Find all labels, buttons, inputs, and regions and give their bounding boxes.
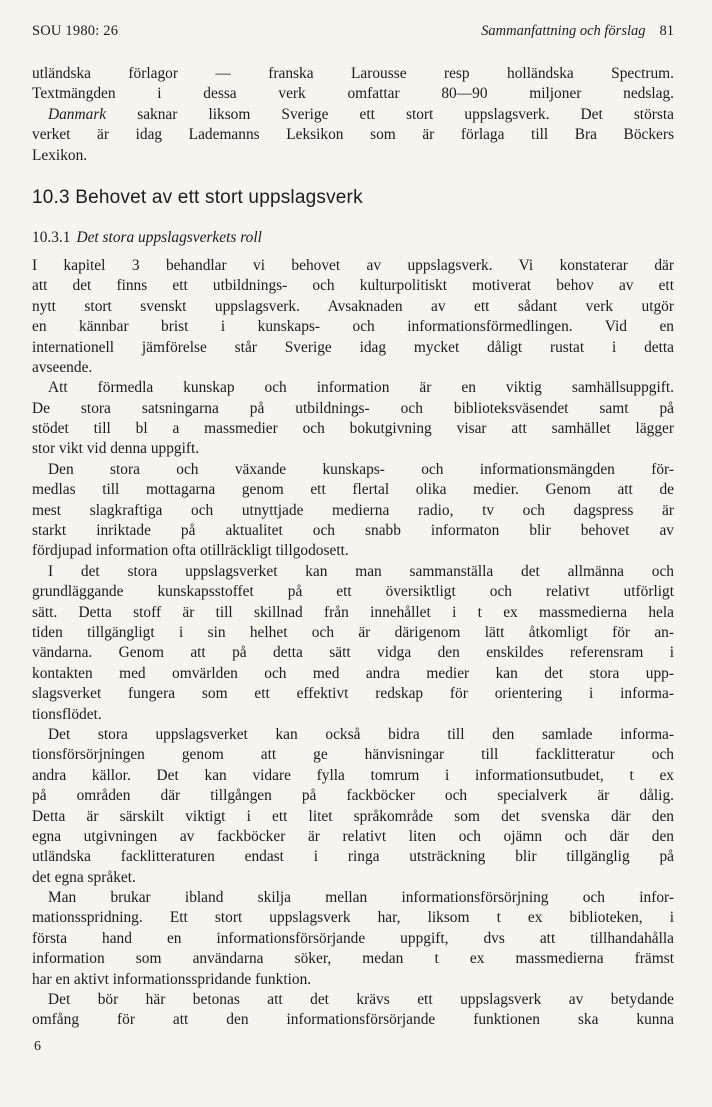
text-line: medlas till mottagarna genom ett flertal olika medier. Genom att de [32,481,674,499]
page-number: 81 [659,23,674,39]
text-line: avseende. [32,358,93,376]
text-line: slagsverket fungera som ett effektivt redskap för orientering i informa- [32,685,674,703]
text-line: I kapitel 3 behandlar vi behovet av uppslagsverk. Vi konstaterar där [32,256,674,274]
text-line: verket är idag Lademanns Leksikon som är förlaga till Bra Böckers [32,126,674,144]
text-line: på områden där tillgången på fackböcker och specialverk är dålig. [32,787,674,805]
text-line: det egna språket. [32,868,136,886]
paragraph-list [32,256,674,1031]
text-line: grundläggande kunskapsstoffet på ett översiktligt och relativt utförligt [32,583,674,601]
text-line: mationsspridning. Ett stort uppslagsverk har, liksom t ex biblioteken, i [32,909,674,927]
paragraph [32,888,674,990]
text-line: starkt inriktade på aktualitet och snabb informaton blir behovet av [32,522,674,540]
footer-folio: 6 [34,1039,41,1054]
text-line: tionsförsörjningen genom att ge hänvisningar till facklitteratur och [32,746,674,764]
text-line: De stora satsningarna på utbildnings- och biblioteksväsendet samt på [32,399,674,417]
text-line: egna utgivningen av fackböcker är relativt liten och ojämn och där den [32,827,674,845]
running-header [32,21,674,41]
text-line [32,105,674,125]
paragraph [32,256,674,378]
header-right [481,21,674,41]
text-line: information som användarna söker, medan t ex massmedierna främst [32,950,674,968]
text-line: Den stora och växande kunskaps- och informationsmängden för- [48,460,674,478]
report-reference: SOU 1980: 26 [32,23,119,39]
chapter-title: Sammanfattning och förslag [481,23,646,39]
text-line: första hand en informationsförsörjande uppgift, dvs att tillhandahålla [32,929,674,947]
country-name: Danmark [48,105,107,123]
body-text [32,64,674,1031]
text-line: tiden tillgängligt i sin helhet och är därigenom lätt åtkomligt för an- [32,623,674,641]
text-line: Lexikon. [32,146,88,164]
intro-paragraph [32,64,674,166]
paragraph [32,990,674,1031]
section-heading: 10.3 Behovet av ett stort uppslagsverk [32,186,363,208]
text-line: Detta är särskilt viktigt i ett litet språkområde som det svenska där den [32,807,674,825]
text-line: omfång för att den informationsförsörjande funktionen ska kunna [32,1011,674,1029]
text-line: andra källor. Det kan vidare fylla tomrum i informationsutbudet, t ex [32,766,674,784]
text-line: fördjupad information ofta otillräckligt tillgodosett. [32,542,349,560]
text-line: sätt. Detta stoff är till skillnad från innehållet i t ex massmedierna hela [32,603,674,621]
subsection-heading [32,228,674,248]
text-line: mest slagkraftiga och utnyttjade medierna radio, tv och dagspress är [32,501,674,519]
text-line: internationell jämförelse står Sverige idag mycket dåligt rustat i detta [32,338,674,356]
text-line: har en aktivt informationsspridande funktion. [32,970,312,988]
text-line: att det finns ett utbildnings- och kulturpolitiskt motiverat behov av ett [32,277,674,295]
subsection-title: Det stora uppslagsverkets roll [76,228,262,246]
text-line: utländska förlagor — franska Larousse resp holländska Spectrum. [32,65,674,82]
subsection-number: 10.3.1 [32,228,71,246]
text-line: vändarna. Genom att på detta sätt vidga den enskildes referensram i [32,644,674,662]
text-line: Det stora uppslagsverket kan också bidra till den samlade informa- [48,725,674,743]
paragraph [32,562,674,725]
text-line: tionsflödet. [32,705,102,723]
text-line: Det bör här betonas att det krävs ett uppslagsverk av betydande [48,991,674,1009]
text-line: Textmängden i dessa verk omfattar 80—90 miljoner nedslag. [32,85,674,103]
text-line: Man brukar ibland skilja mellan informationsförsörjning och infor- [48,889,674,907]
text-line: stor vikt vid denna uppgift. [32,440,200,458]
paragraph [32,460,674,562]
text-line: I det stora uppslagsverket kan man sammanställa det allmänna och [48,562,674,580]
text-line: utländska facklitteraturen endast i ringa utsträckning blir tillgänglig på [32,848,674,866]
paragraph [32,378,674,460]
text-line: kontakten med omvärlden och med andra medier kan det stora upp- [32,664,674,682]
text-line: nytt stort svenskt uppslagsverk. Avsaknaden av ett sådant verk utgör [32,297,674,315]
text-line: en kännbar brist i kunskaps- och informationsförmedlingen. Vid en [32,318,674,336]
text-fragment: saknar liksom Sverige ett stort uppslagsverk. Det största [106,105,674,123]
text-line: stödet till bl a massmedier och bokutgivning visar att samhället lägger [32,420,674,438]
text-line: Att förmedla kunskap och information är en viktig samhällsuppgift. [48,379,674,397]
paragraph [32,725,674,888]
